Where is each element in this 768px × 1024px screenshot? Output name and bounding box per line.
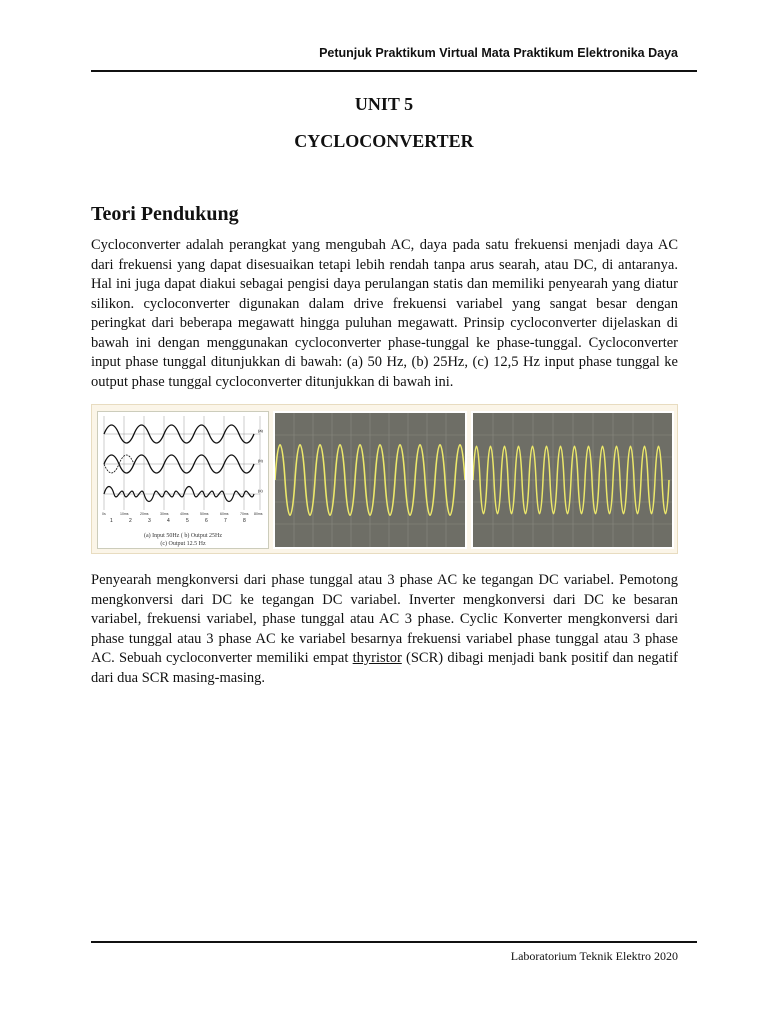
unit-label: UNIT 5 xyxy=(354,94,414,114)
paragraph-converters xyxy=(91,571,678,688)
axis-time: 20ms xyxy=(140,512,149,516)
axis-number: 8 xyxy=(243,518,246,524)
axis-time: 30ms xyxy=(160,512,169,516)
axis-number: 5 xyxy=(186,518,189,524)
waveform-figure xyxy=(91,404,678,554)
axis-number: 6 xyxy=(205,518,208,524)
thyristor-link[interactable]: thyristor xyxy=(352,650,402,666)
axis-number: 3 xyxy=(148,518,151,524)
axis-time: 40ms xyxy=(180,512,189,516)
axis-time: 60ms xyxy=(220,512,229,516)
running-footer: Laboratorium Teknik Elektro 2020 xyxy=(510,949,678,963)
axis-time: 80ms xyxy=(254,512,263,516)
waveform-diagram xyxy=(98,412,268,530)
axis-time: 10ms xyxy=(120,512,129,516)
paragraph-converters-text: Penyearah mengkonversi dari phase tunggal atau 3 phase AC ke tegangan DC variabel. Pemotong mengkonversi dari DC ke tegangan DC variabel. Inverter mengkonversi dari DC ke besaran variabel, frekuensi variabel, phase tunggal atau AC 3 phase. Cyclic Konverter mengkonversi dari phase tunggal atau 3 phase AC ke variabel besarnya frekuensi variabel phase tunggal atau 3 phase AC. Sebuah cycloconverter memiliki empat xyxy=(91,572,678,666)
paragraph-intro: Cycloconverter adalah perangkat yang mengubah AC, daya pada satu frekuensi menjadi daya AC dari frekuensi yang dapat disesuaikan tetapi lebih rendah tanpa arus searah, atau DC, di antaranya. Hal ini juga dapat diakui sebagai pengisi daya perulangan statis dan memiliki penyearah yang diatur silikon. cycloconverter digunakan dalam drive frekuensi variabel yang sangat besar dengan peringkat dari beberapa megawatt hingga puluhan megawatt. Prinsip cycloconverter dijelaskan di bawah ini dengan menggunakan cycloconverter phase-tunggal ke phase-tunggal. Cycloconverter input phase tunggal ditunjukkan di bawah: (a) 50 Hz, (b) 25Hz, (c) 12,5 Hz input phase tunggal ke output phase tunggal cycloconverter ditunjukkan di bawah ini. xyxy=(91,237,678,390)
figure-caption-line2: (c) Output 12.5 Hz xyxy=(160,541,206,547)
waveform-diagram-panel xyxy=(97,411,269,549)
side-label-a: (a) xyxy=(258,428,263,433)
side-label-b: (b) xyxy=(258,458,263,463)
figure-caption-line1: (a) Input 50Hz ( b) Output 25Hz xyxy=(144,533,222,539)
oscilloscope-panel-2 xyxy=(471,411,674,549)
side-label-c: (c) xyxy=(258,488,263,493)
paragraph-converters-tail: (SCR) dibagi menjadi bank positif dan negatif dari dua SCR masing-masing. xyxy=(91,650,678,686)
axis-time: 0s xyxy=(102,512,106,516)
axis-time: 50ms xyxy=(200,512,209,516)
header-rule xyxy=(91,70,697,72)
axis-number: 4 xyxy=(167,518,170,524)
page-title: CYCLOCONVERTER xyxy=(294,131,474,151)
axis-number: 7 xyxy=(224,518,227,524)
oscilloscope-trace-1 xyxy=(275,413,465,547)
running-header: Petunjuk Praktikum Virtual Mata Praktikum Elektronika Daya xyxy=(319,46,678,60)
oscilloscope-trace-2 xyxy=(473,413,672,547)
axis-number: 2 xyxy=(129,518,132,524)
axis-number: 1 xyxy=(110,518,113,524)
axis-time: 70ms xyxy=(240,512,249,516)
footer-rule xyxy=(91,941,697,943)
section-heading: Teori Pendukung xyxy=(91,203,239,225)
oscilloscope-panel-1 xyxy=(273,411,467,549)
